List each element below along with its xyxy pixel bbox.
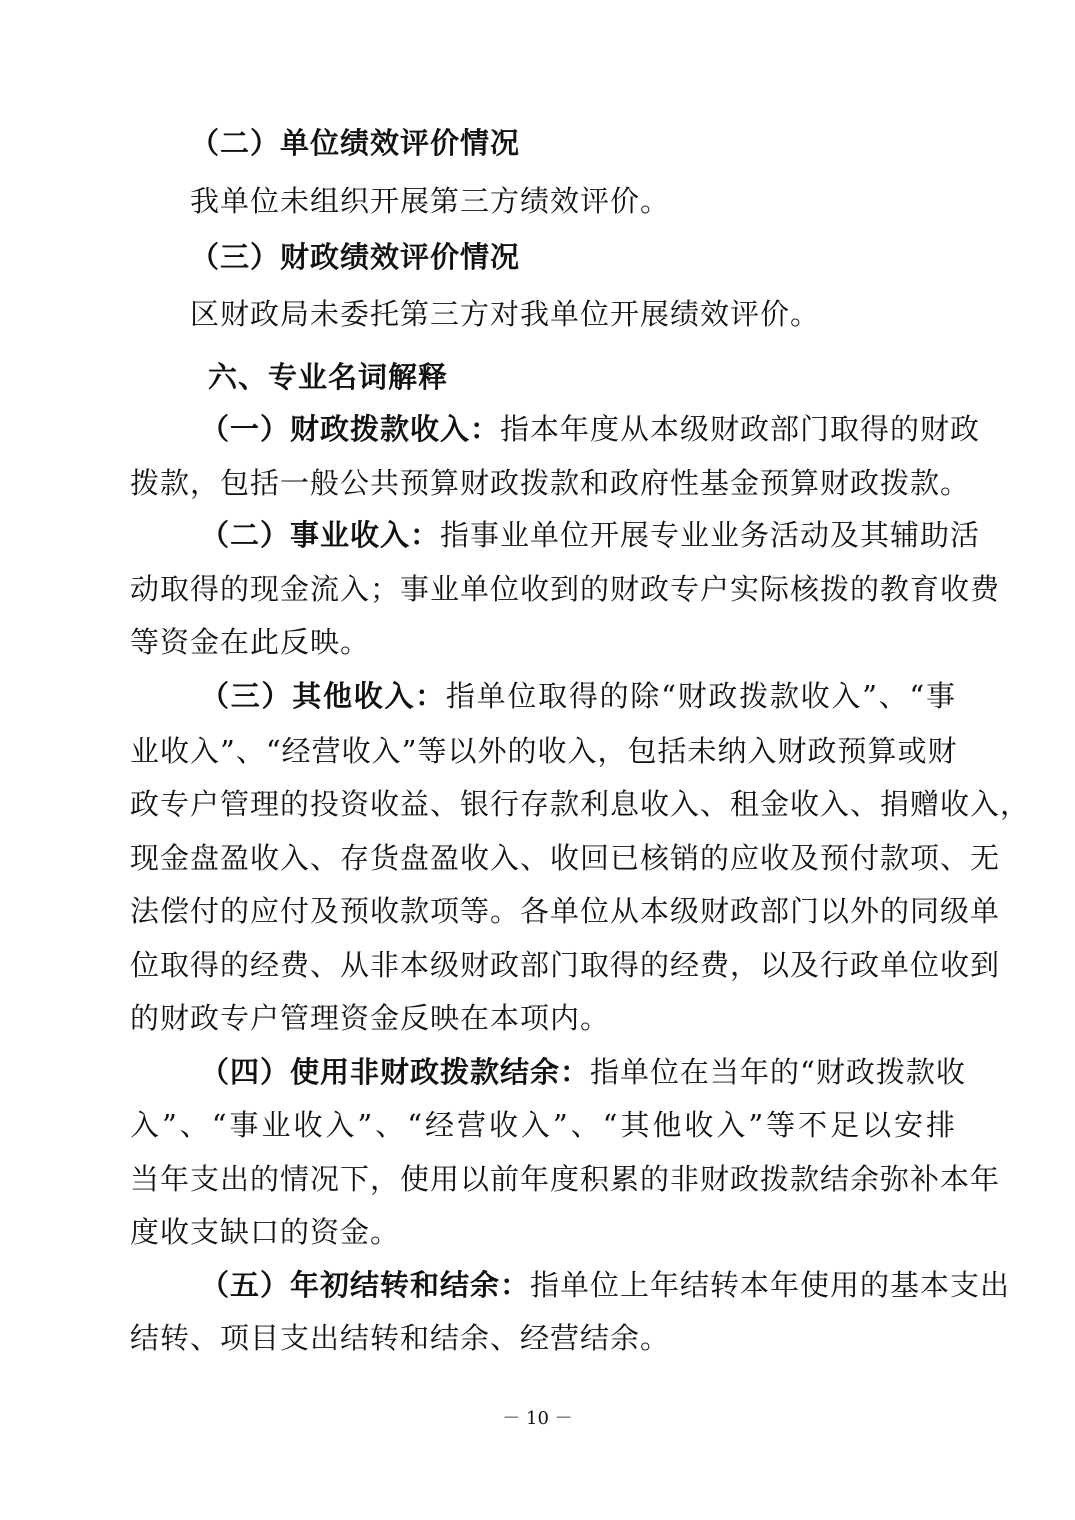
term-paragraph-line: 业收入”、“经营收入”等以外的收入，包括未纳入财政预算或财 [130, 734, 958, 768]
term-paragraph-line: 度收支缺口的资金。 [130, 1215, 401, 1249]
sub-heading-unit-evaluation: （二）单位绩效评价情况 [190, 126, 521, 160]
term-paragraph-line: 等资金在此反映。 [130, 625, 371, 659]
term-label: （一）财政拨款收入： [200, 412, 501, 446]
term-label: （五）年初结转和结余： [200, 1268, 531, 1302]
term-paragraph-line: 当年支出的情况下，使用以前年度积累的非财政拨款结余弥补本年 [130, 1162, 1001, 1196]
term-paragraph-line: 位取得的经费、从非本级财政部门取得的经费，以及行政单位收到 [130, 948, 1001, 982]
term-paragraph-line: （三）其他收入：指单位取得的除“财政拨款收入”、“事 [200, 679, 956, 713]
term-paragraph-line: 动取得的现金流入；事业单位收到的财政专户实际核拨的教育收费 [130, 572, 1001, 606]
sub-heading-finance-evaluation: （三）财政绩效评价情况 [190, 240, 521, 274]
section-heading-terms: 六、专业名词解释 [208, 360, 449, 394]
term-paragraph-line: 法偿付的应付及预收款项等。各单位从本级财政部门以外的同级单 [130, 894, 1001, 928]
page-number: － 10 － [502, 1408, 573, 1429]
term-paragraph-line: 政专户管理的投资收益、银行存款利息收入、租金收入、捐赠收入， [130, 787, 1031, 821]
term-paragraph-line: 拨款，包括一般公共预算财政拨款和政府性基金预算财政拨款。 [130, 466, 971, 500]
term-paragraph-line: 结转、项目支出结转和结余、经营结余。 [130, 1321, 671, 1355]
term-label: （四）使用非财政拨款结余： [200, 1055, 591, 1089]
term-paragraph-line: （五）年初结转和结余：指单位上年结转本年使用的基本支出 [200, 1268, 1011, 1302]
paragraph-unit-evaluation: 我单位未组织开展第三方绩效评价。 [190, 184, 671, 218]
term-paragraph-line: （一）财政拨款收入：指本年度从本级财政部门取得的财政 [200, 412, 981, 446]
term-paragraph-line: 入”、“事业收入”、“经营收入”、“其他收入”等不足以安排 [130, 1108, 956, 1142]
term-paragraph-line: 现金盘盈收入、存货盘盈收入、收回已核销的应收及预付款项、无 [130, 841, 1001, 875]
term-label: （二）事业收入： [200, 518, 441, 552]
paragraph-finance-evaluation: 区财政局未委托第三方对我单位开展绩效评价。 [190, 297, 821, 331]
term-paragraph-line: 的财政专户管理资金反映在本项内。 [130, 1001, 611, 1035]
term-label: （三）其他收入： [200, 679, 446, 713]
term-paragraph-line: （四）使用非财政拨款结余：指单位在当年的“财政拨款收 [200, 1055, 966, 1089]
term-paragraph-line: （二）事业收入：指事业单位开展专业业务活动及其辅助活 [200, 518, 981, 552]
